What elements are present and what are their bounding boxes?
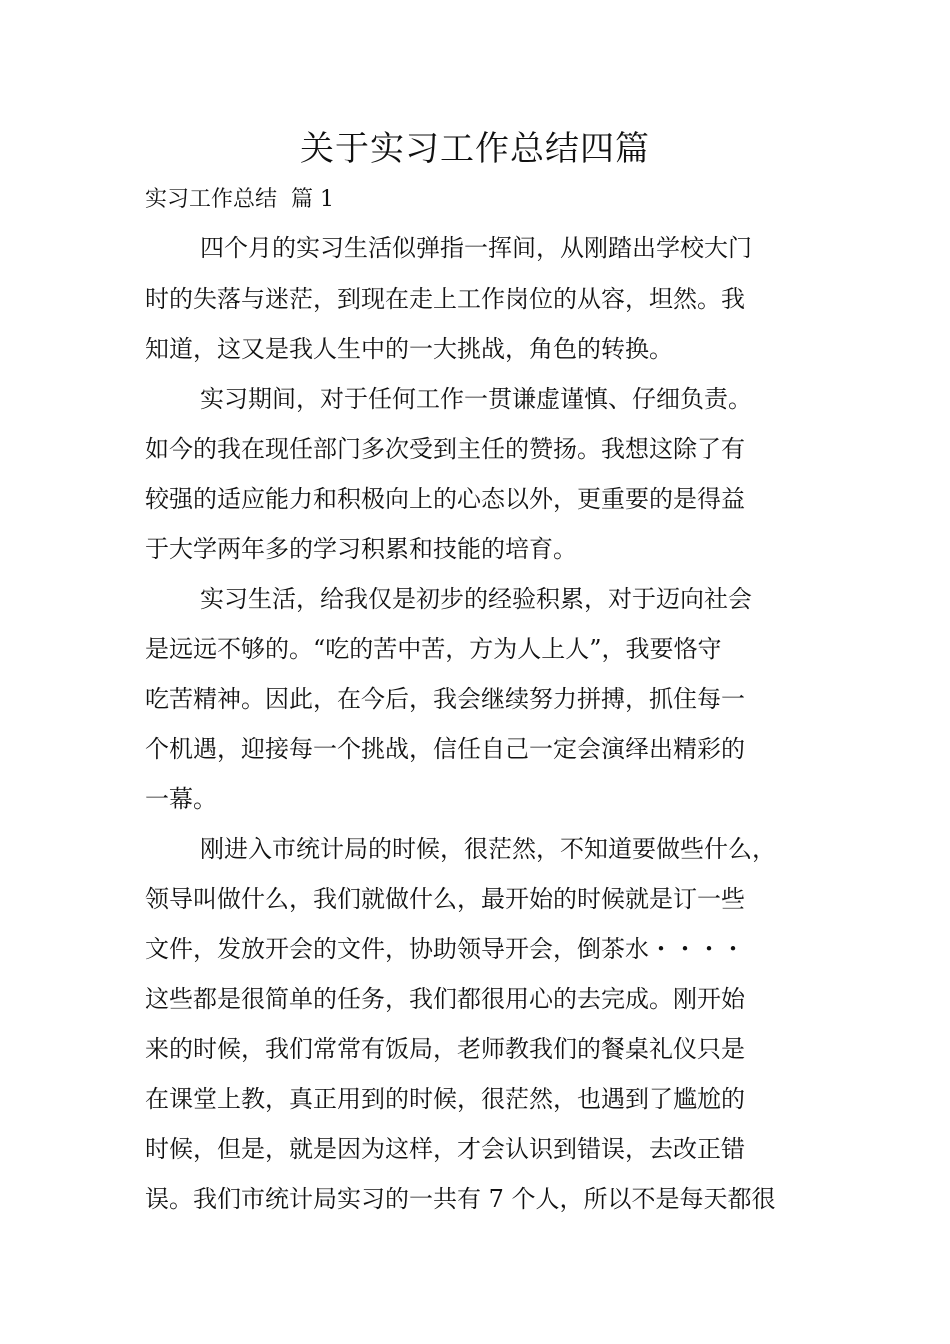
- paragraph-line: 四个月的实习生活似弹指一挥间，从刚踏出学校大门: [200, 234, 752, 262]
- document-title: 关于实习工作总结四篇: [300, 129, 650, 169]
- section-heading: 实习工作总结 篇 1: [145, 187, 334, 212]
- paragraph-line: 来的时候，我们常常有饭局，老师教我们的餐桌礼仪只是: [145, 1035, 745, 1063]
- paragraph-line: 领导叫做什么，我们就做什么，最开始的时候就是订一些: [145, 885, 745, 913]
- paragraph-line: 误。我们市统计局实习的一共有 7 个人，所以不是每天都很: [145, 1185, 776, 1213]
- paragraph-line: 时的失落与迷茫，到现在走上工作岗位的从容，坦然。我: [145, 285, 745, 313]
- paragraph-line: 在课堂上教，真正用到的时候，很茫然，也遇到了尴尬的: [145, 1085, 745, 1113]
- paragraph-line: 这些都是很简单的任务，我们都很用心的去完成。刚开始: [145, 985, 745, 1013]
- paragraph-line: 实习期间，对于任何工作一贯谦虚谨慎、仔细负责。: [200, 385, 752, 413]
- paragraph-line: 于大学两年多的学习积累和技能的培育。: [145, 535, 577, 563]
- paragraph-line: 刚进入市统计局的时候，很茫然，不知道要做些什么，: [200, 835, 776, 863]
- paragraph-line: 是远远不够的。“吃的苦中苦，方为人上人”，我要恪守: [145, 635, 722, 663]
- paragraph-line: 时候，但是，就是因为这样，才会认识到错误，去改正错: [145, 1135, 745, 1163]
- paragraph-line: 如今的我在现任部门多次受到主任的赞扬。我想这除了有: [145, 435, 745, 463]
- paragraph-line: 文件，发放开会的文件，协助领导开会，倒茶水・・・・: [145, 935, 745, 963]
- paragraph-line: 个机遇，迎接每一个挑战，信任自己一定会演绎出精彩的: [145, 735, 745, 763]
- paragraph-line: 一幕。: [145, 785, 217, 813]
- paragraph-line: 知道，这又是我人生中的一大挑战，角色的转换。: [145, 335, 673, 363]
- paragraph-line: 吃苦精神。因此，在今后，我会继续努力拼搏，抓住每一: [145, 685, 745, 713]
- paragraph-line: 实习生活，给我仅是初步的经验积累，对于迈向社会: [200, 585, 752, 613]
- paragraph-line: 较强的适应能力和积极向上的心态以外，更重要的是得益: [145, 485, 745, 513]
